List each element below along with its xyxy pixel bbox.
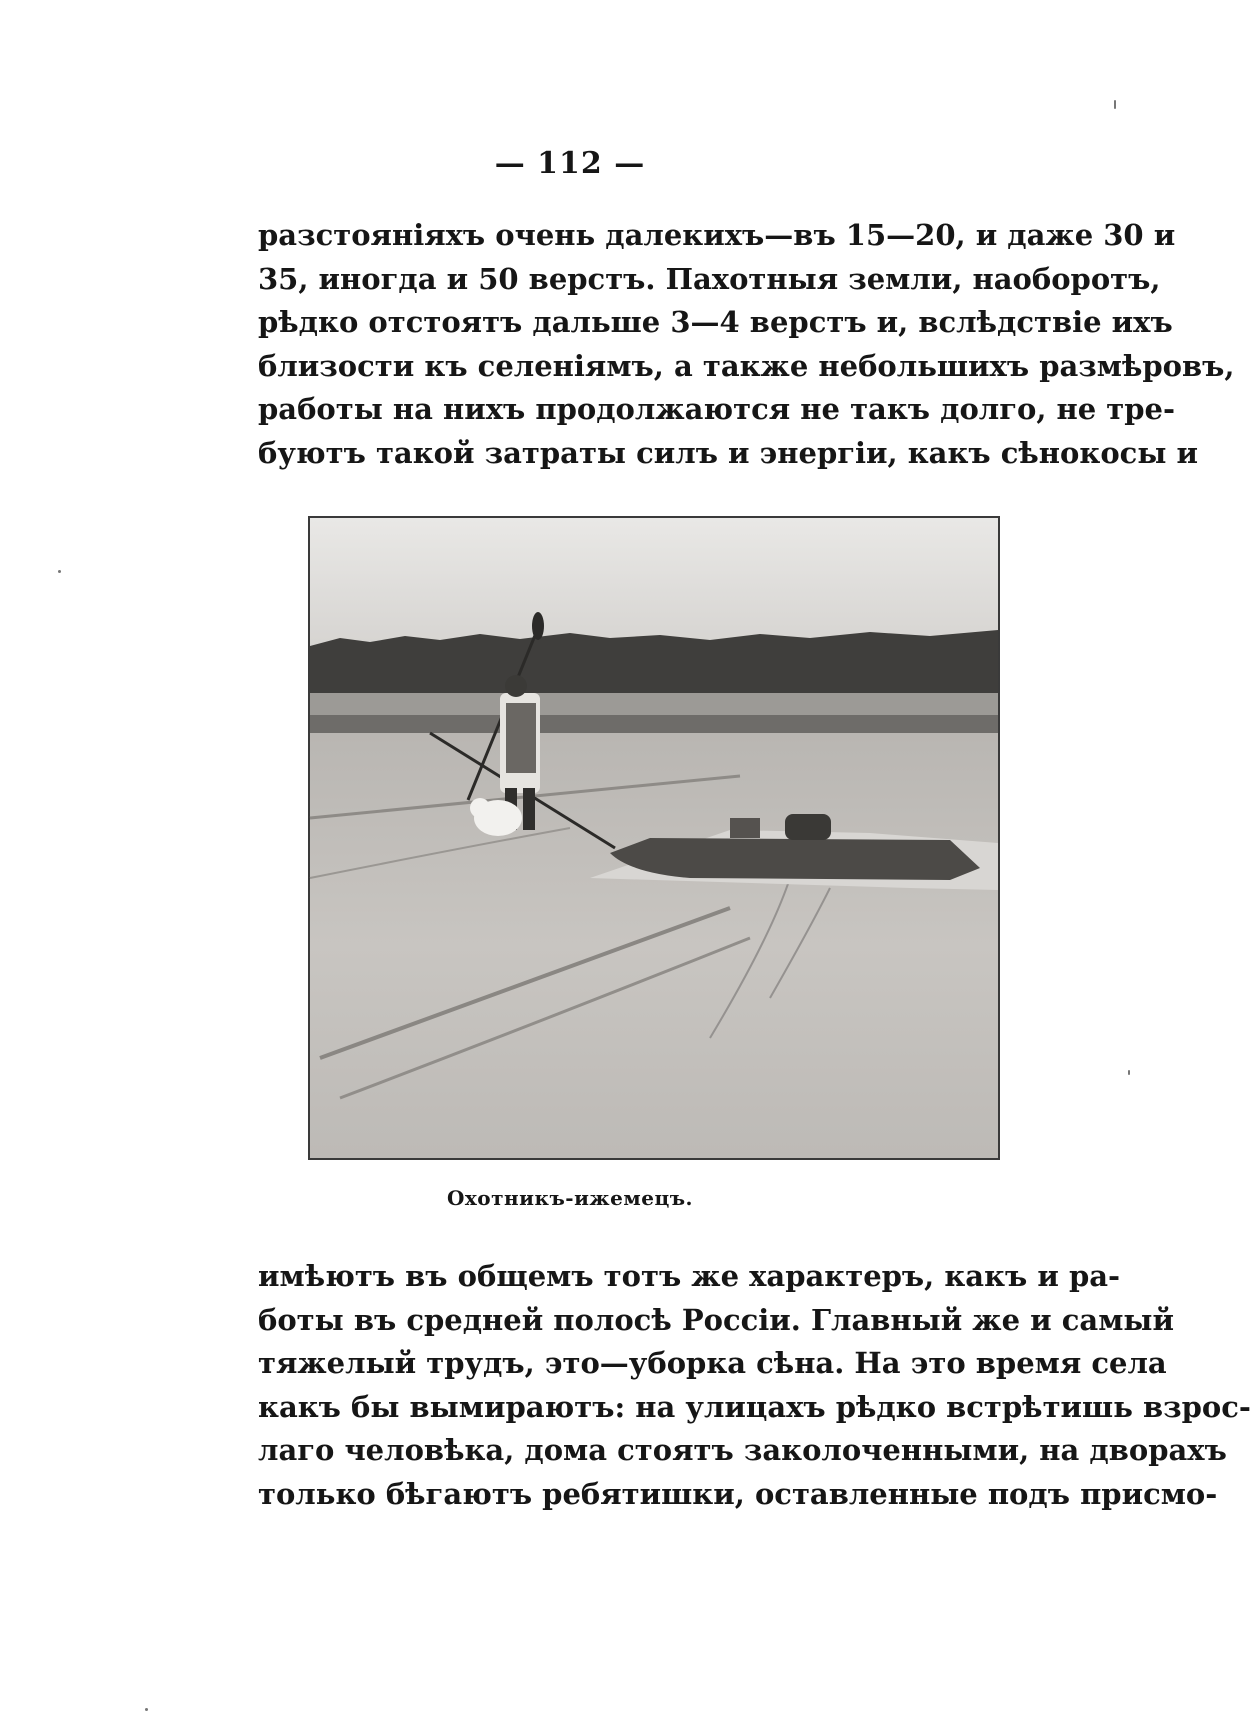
text-line: имѣютъ въ общемъ тотъ же характеръ, какъ и ра- <box>258 1259 1121 1293</box>
figure-caption: Охотникъ-ижемецъ. <box>446 1186 694 1210</box>
text-line: лаго человѣка, дома стоятъ заколоченными, на дворахъ <box>258 1433 1227 1467</box>
text-line: близости къ селеніямъ, а также небольшихъ размѣровъ, <box>258 348 1235 383</box>
text-line: работы на нихъ продолжаются не такъ долго, не тре- <box>258 392 1176 426</box>
paragraph-top <box>258 214 1235 475</box>
page-number: — 112 — <box>494 146 646 181</box>
text-line: боты въ средней полосѣ Россіи. Главный же и самый <box>258 1302 1174 1337</box>
paper-speck <box>1128 1070 1130 1075</box>
photo-illustration <box>310 518 998 1158</box>
text-line: разстояніяхъ очень далекихъ—въ 15—20, и даже 30 и <box>258 218 1176 252</box>
text-line: рѣдко отстоятъ дальше 3—4 верстъ и, вслѣдствіе ихъ <box>258 305 1173 339</box>
photograph-hunter <box>308 516 1000 1160</box>
text-line: какъ бы вымираютъ: на улицахъ рѣдко встрѣтишь взрос- <box>258 1389 1251 1424</box>
paper-speck <box>1114 100 1116 109</box>
paper-speck <box>58 570 61 573</box>
text-line: буютъ такой затраты силъ и энергіи, какъ сѣнокосы и <box>258 435 1198 470</box>
text-line: 35, иногда и 50 верстъ. Пахотныя земли, наоборотъ, <box>258 261 1161 296</box>
text-line: только бѣгаютъ ребятишки, оставленные подъ присмо- <box>258 1476 1218 1511</box>
paper-speck <box>145 1708 148 1711</box>
paragraph-bottom <box>258 1255 1251 1516</box>
text-line: тяжелый трудъ, это—уборка сѣна. На это время села <box>258 1346 1167 1380</box>
